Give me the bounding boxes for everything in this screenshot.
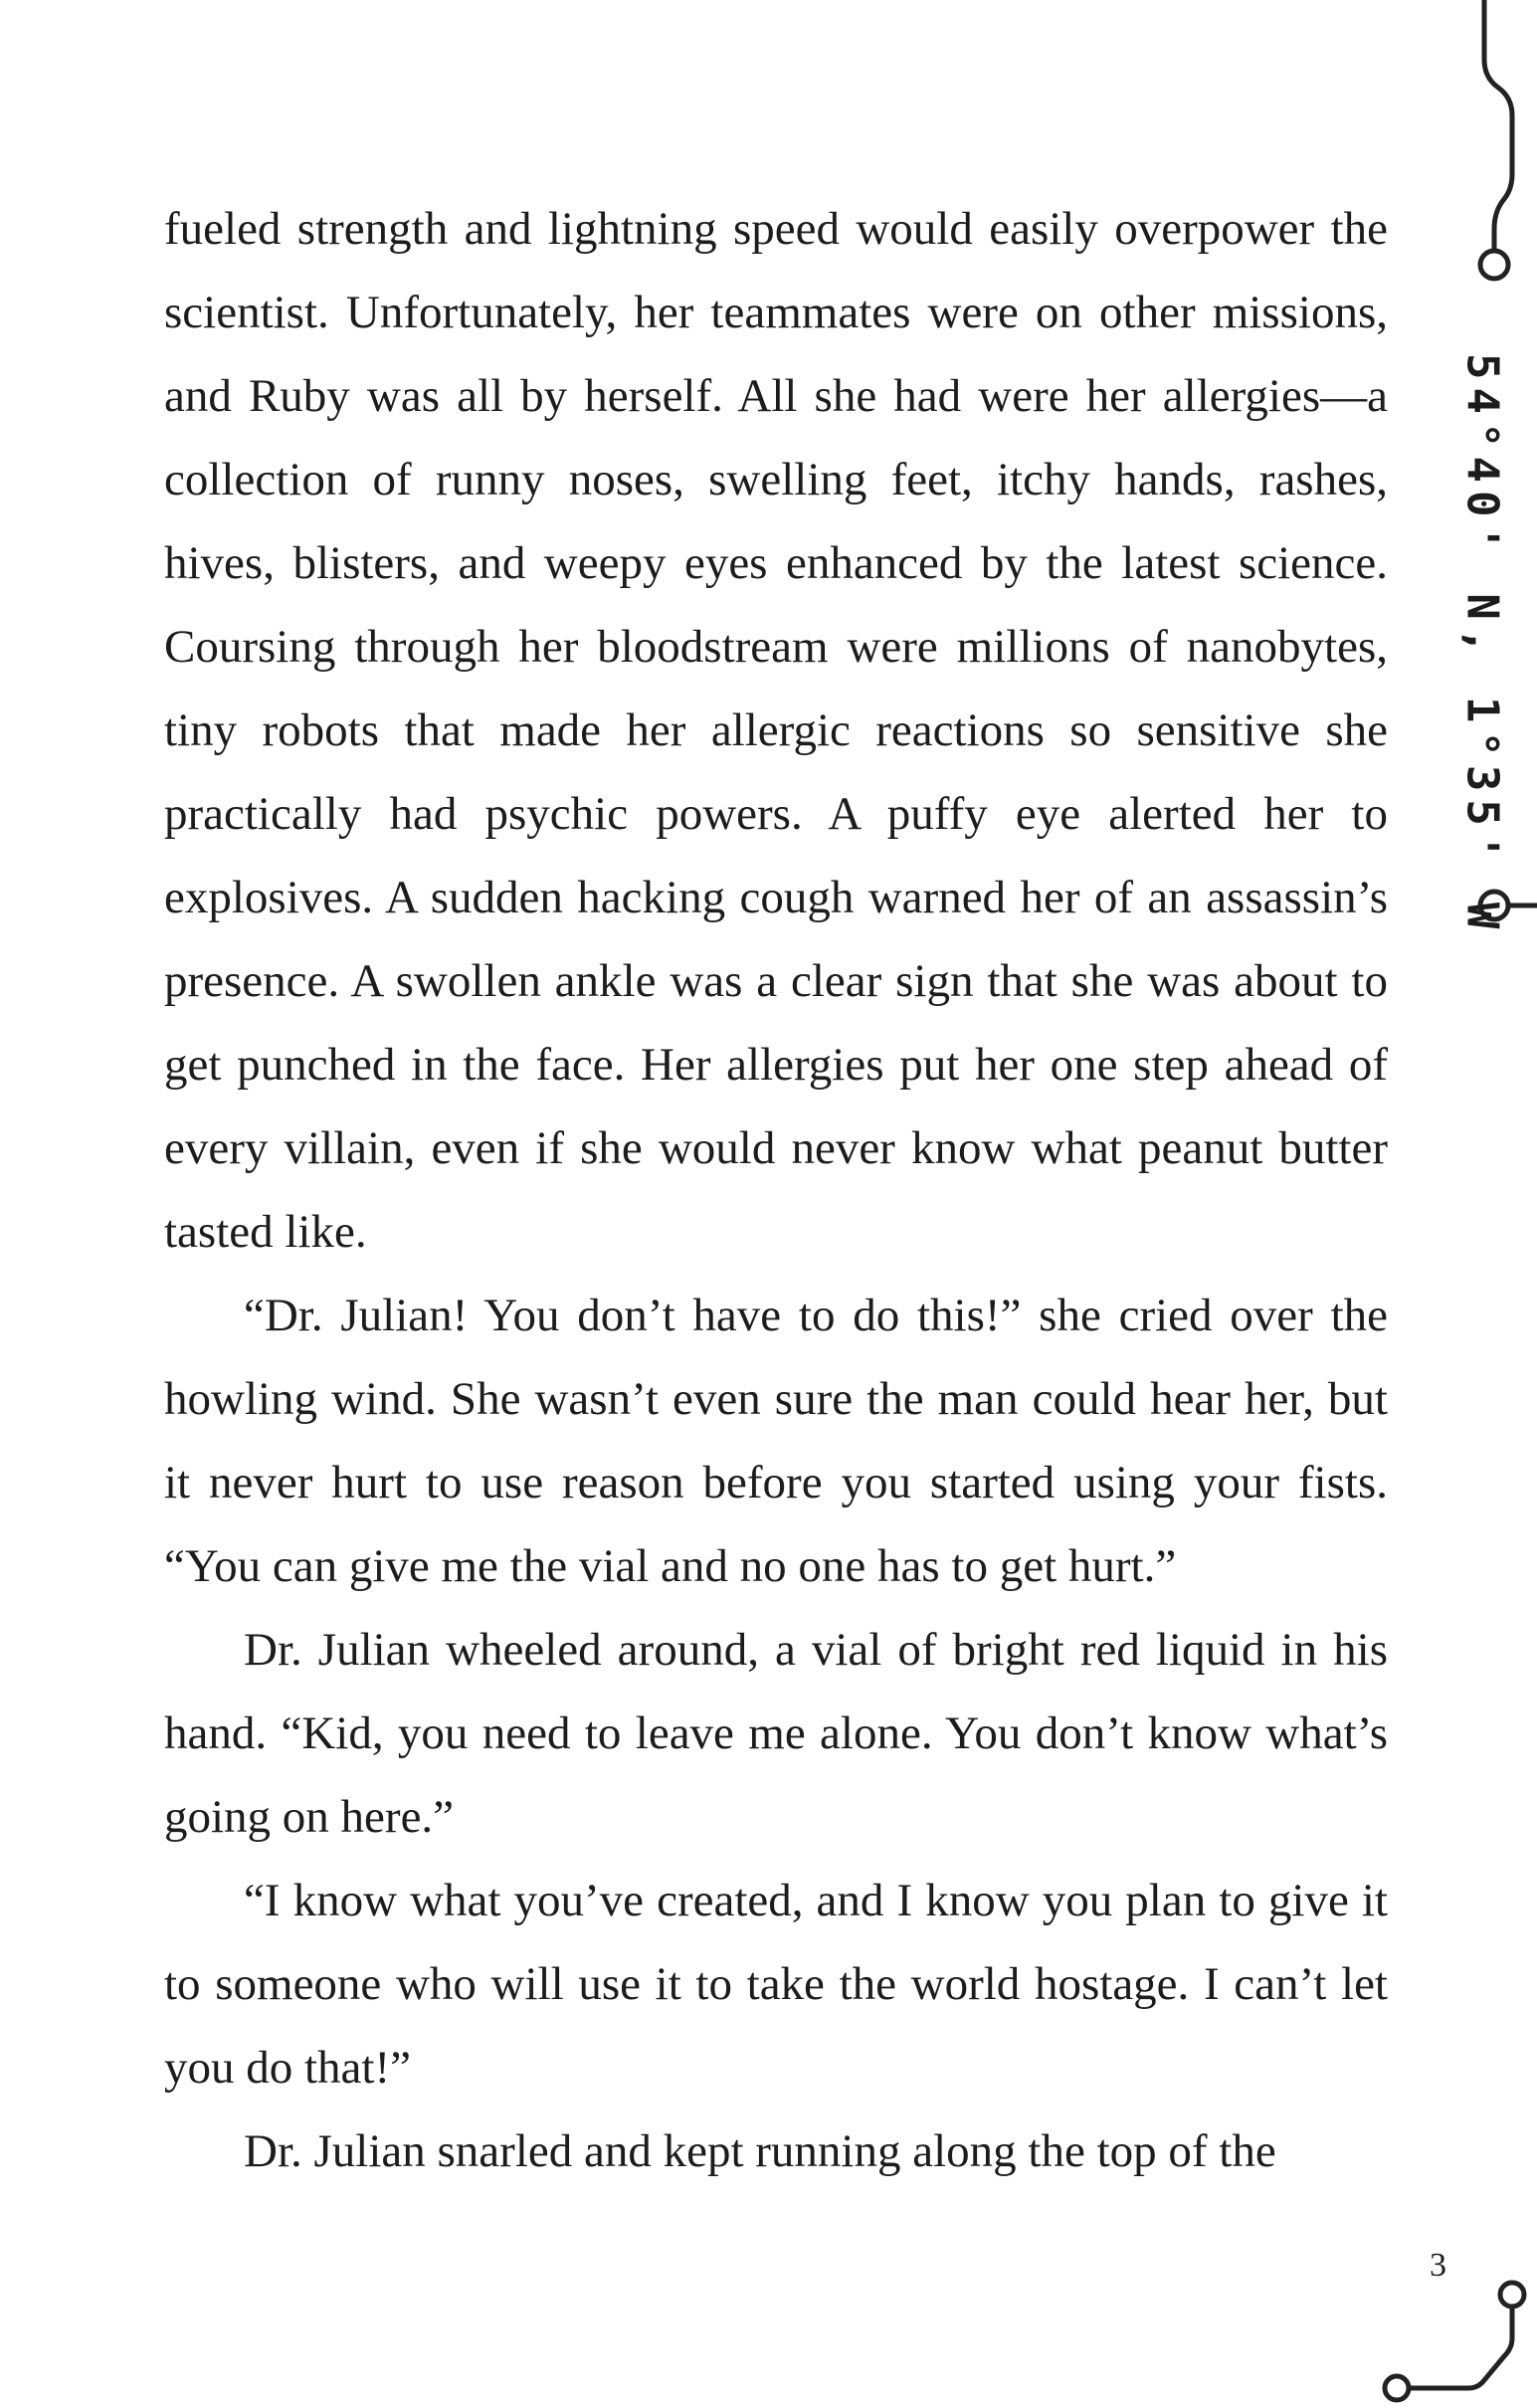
paragraph: fueled strength and lightning speed would easily overpower the scientist. Unfortunately, her teammates were on other missions, and Ruby was all by herself. All she had were her allergies—a collection of runny noses, swelling feet, itchy hands, rashes, hives, blisters, and weepy eyes enhanced by the latest science. Coursing through her bloodstream were millions of nanobytes, tiny robots that made her allergic reactions so sensitive she practically had psychic powers. A puffy eye alerted her to explosives. A sudden hacking cough warned her of an assassin’s presence. A swollen ankle was a clear sign that she was about to get punched in the face. Her allergies put her one step ahead of every villain, even if she would never know what peanut butter tasted like.	[164, 203, 1388, 1258]
body-text	[164, 187, 1388, 2193]
paragraph: Dr. Julian wheeled around, a vial of bright red liquid in his hand. “Kid, you need to leave me alone. You don’t know what’s going on here.”	[164, 1624, 1388, 1843]
map-coordinates: 54°40' N, 1°35' W	[1456, 353, 1508, 937]
page-number: 3	[1430, 2247, 1446, 2284]
paragraph: “I know what you’ve created, and I know you plan to give it to someone who will use it to take the world hostage. I can’t let you do that!”	[164, 1875, 1388, 2094]
corner-circuit-decoration	[1373, 2269, 1537, 2408]
paragraph: “Dr. Julian! You don’t have to do this!” she cried over the howling wind. She wasn’t even sure the man could hear her, but it never hurt to use reason before you started using your fists. “You can give me the vial and no one has to get hurt.”	[164, 1290, 1388, 1592]
paragraph: Dr. Julian snarled and kept running along the top of the	[244, 2125, 1276, 2177]
